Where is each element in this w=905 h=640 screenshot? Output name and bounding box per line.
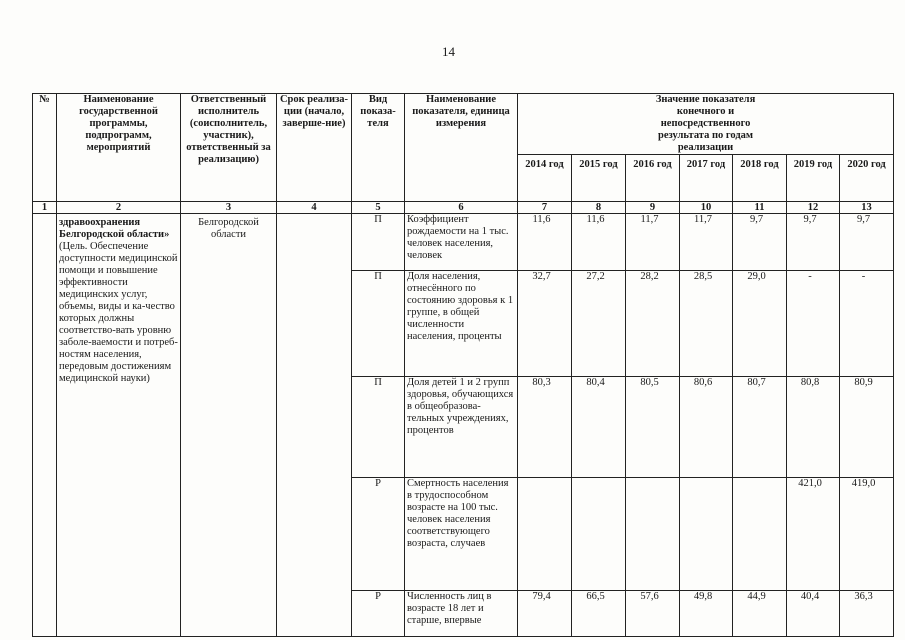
header-executor: Ответственный исполнитель (соисполнитель, участник), ответственный за реализацию): [181, 94, 277, 202]
indicator-value: 28,5: [680, 271, 733, 377]
header-name: Наименование государственной программы, подпрограмм, мероприятий: [57, 94, 181, 202]
table-row: [33, 214, 894, 271]
indicators-table: [32, 93, 894, 637]
column-number: 4: [277, 202, 352, 214]
indicator-value: [518, 478, 572, 591]
column-number: 10: [680, 202, 733, 214]
indicator-name: Численность лиц в возрасте 18 лет и старше, впервые: [405, 591, 518, 637]
row-number-cell: [33, 214, 57, 637]
column-number: 6: [405, 202, 518, 214]
indicator-value: 32,7: [518, 271, 572, 377]
indicator-value: 57,6: [626, 591, 680, 637]
indicator-type: П: [352, 377, 405, 478]
program-name-cell: [57, 214, 181, 637]
indicator-value: [680, 478, 733, 591]
term-cell: [277, 214, 352, 637]
indicator-value: 36,3: [840, 591, 894, 637]
indicator-type: П: [352, 214, 405, 271]
program-goal: (Цель. Обеспечение доступности медицинской помощи и повышение эффективности медицинских услуг, объемы, виды и ка-чество которых должны соответство-вать уровню заболе-ваемости и потреб-ностям населения, передовым достижениям медицинской науки): [59, 241, 178, 384]
executor-cell: Белгородской области: [181, 214, 277, 637]
indicator-value: [733, 478, 787, 591]
column-number: 3: [181, 202, 277, 214]
indicator-value: 11,6: [572, 214, 626, 271]
indicator-type: Р: [352, 591, 405, 637]
indicator-value: 80,7: [733, 377, 787, 478]
header-values-group: Значение показателя конечного и непосредственного результата по годам реализации: [518, 94, 894, 155]
indicator-value: 11,7: [626, 214, 680, 271]
header-indicator: Наименование показателя, единица измерения: [405, 94, 518, 202]
header-year: 2017 год: [680, 155, 733, 202]
indicator-value: 80,4: [572, 377, 626, 478]
indicator-name: Коэффициент рождаемости на 1 тыс. человек населения, человек: [405, 214, 518, 271]
indicator-value: 80,9: [840, 377, 894, 478]
indicator-value: 49,8: [680, 591, 733, 637]
header-year: 2018 год: [733, 155, 787, 202]
indicator-value: 9,7: [733, 214, 787, 271]
header-year: 2020 год: [840, 155, 894, 202]
indicator-value: 9,7: [840, 214, 894, 271]
indicator-name: Доля детей 1 и 2 групп здоровья, обучающихся в общеобразова-тельных учреждениях, процентов: [405, 377, 518, 478]
indicator-value: 80,8: [787, 377, 840, 478]
indicator-value: 28,2: [626, 271, 680, 377]
header-year: 2019 год: [787, 155, 840, 202]
indicator-value: 80,6: [680, 377, 733, 478]
indicator-value: [572, 478, 626, 591]
column-number: 1: [33, 202, 57, 214]
indicator-value: 29,0: [733, 271, 787, 377]
column-number: 11: [733, 202, 787, 214]
indicator-value: -: [787, 271, 840, 377]
column-number: 5: [352, 202, 405, 214]
indicator-value: -: [840, 271, 894, 377]
program-title: здравоохранения Белгородской области»: [59, 217, 170, 240]
indicator-type: П: [352, 271, 405, 377]
indicator-value: 9,7: [787, 214, 840, 271]
indicator-name: Доля населения, отнесённого по состоянию здоровья к 1 группе, в общей численности населения, проценты: [405, 271, 518, 377]
column-number: 8: [572, 202, 626, 214]
column-number: 13: [840, 202, 894, 214]
indicator-value: 11,7: [680, 214, 733, 271]
indicator-value: 80,3: [518, 377, 572, 478]
header-term: Срок реализа-ции (начало, заверше-ние): [277, 94, 352, 202]
column-number-row: [33, 202, 894, 214]
header-year: 2014 год: [518, 155, 572, 202]
indicator-value: 419,0: [840, 478, 894, 591]
header-year: 2016 год: [626, 155, 680, 202]
indicator-value: 11,6: [518, 214, 572, 271]
header-type: Вид показа-теля: [352, 94, 405, 202]
column-number: 2: [57, 202, 181, 214]
indicator-type: Р: [352, 478, 405, 591]
indicator-value: 40,4: [787, 591, 840, 637]
indicator-value: 421,0: [787, 478, 840, 591]
page-number: 14: [442, 44, 455, 59]
indicator-value: 44,9: [733, 591, 787, 637]
indicator-value: 79,4: [518, 591, 572, 637]
indicator-value: [626, 478, 680, 591]
column-number: 7: [518, 202, 572, 214]
indicator-value: 27,2: [572, 271, 626, 377]
header-year: 2015 год: [572, 155, 626, 202]
column-number: 9: [626, 202, 680, 214]
header-no: №: [33, 94, 57, 202]
column-number: 12: [787, 202, 840, 214]
indicator-name: Смертность населения в трудоспособном возрасте на 100 тыс. человек населения соответствующего возраста, случаев: [405, 478, 518, 591]
indicator-value: 66,5: [572, 591, 626, 637]
indicator-value: 80,5: [626, 377, 680, 478]
